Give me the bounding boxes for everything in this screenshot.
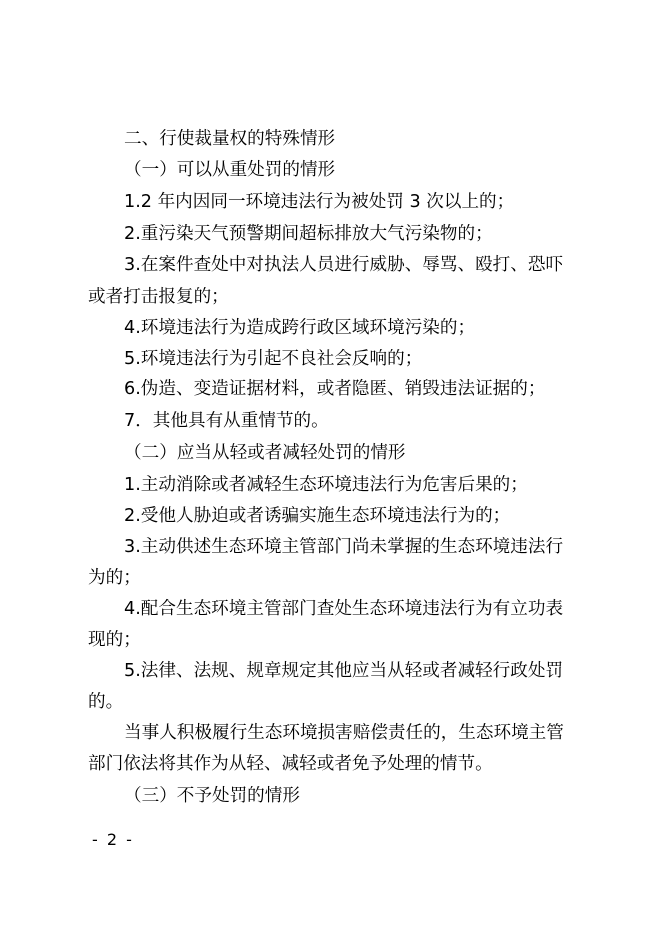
paragraph-line-1: 当事人积极履行生态环境损害赔偿责任的，生态环境主管 [124, 723, 564, 743]
paragraph-line-2: 部门依法将其作为从轻、减轻或者免予处理的情节。 [88, 754, 493, 774]
light-item-3-continued: 为的； [88, 568, 141, 588]
light-item-4-continued: 现的； [88, 630, 141, 650]
light-item-5-continued: 的。 [88, 692, 124, 712]
heavy-item-6: 6.伪造、变造证据材料，或者隐匿、销毁违法证据的； [124, 379, 546, 399]
heavy-item-3: 3.在案件查处中对执法人员进行威胁、辱骂、殴打、恐吓 [124, 255, 564, 275]
heavy-item-3-continued: 或者打击报复的； [88, 287, 229, 307]
heavy-item-4: 4.环境违法行为造成跨行政区域环境污染的； [124, 318, 476, 338]
light-item-4: 4.配合生态环境主管部门查处生态环境违法行为有立功表 [124, 599, 564, 619]
light-item-3: 3.主动供述生态环境主管部门尚未掌握的生态环境违法行 [124, 537, 564, 557]
section-heading: 二、行使裁量权的特殊情形 [124, 129, 336, 149]
heavy-item-2: 2.重污染天气预警期间超标排放大气污染物的； [124, 224, 493, 244]
light-item-2: 2.受他人胁迫或者诱骗实施生态环境违法行为的； [124, 506, 511, 526]
heavy-item-7: 7．其他具有从重情节的。 [124, 411, 329, 431]
page-number: - 2 - [92, 830, 134, 849]
heavy-item-5: 5.环境违法行为引起不良社会反响的； [124, 349, 423, 369]
sub-heading-no-penalty: （三）不予处罚的情形 [124, 786, 300, 806]
light-item-1: 1.主动消除或者减轻生态环境违法行为危害后果的； [124, 475, 528, 495]
heavy-item-1: 1.2 年内因同一环境违法行为被处罚 3 次以上的； [124, 192, 515, 212]
light-item-5: 5.法律、法规、规章规定其他应当从轻或者减轻行政处罚 [124, 661, 564, 681]
sub-heading-light: （二）应当从轻或者减轻处罚的情形 [124, 443, 406, 463]
sub-heading-heavy: （一）可以从重处罚的情形 [124, 160, 336, 180]
